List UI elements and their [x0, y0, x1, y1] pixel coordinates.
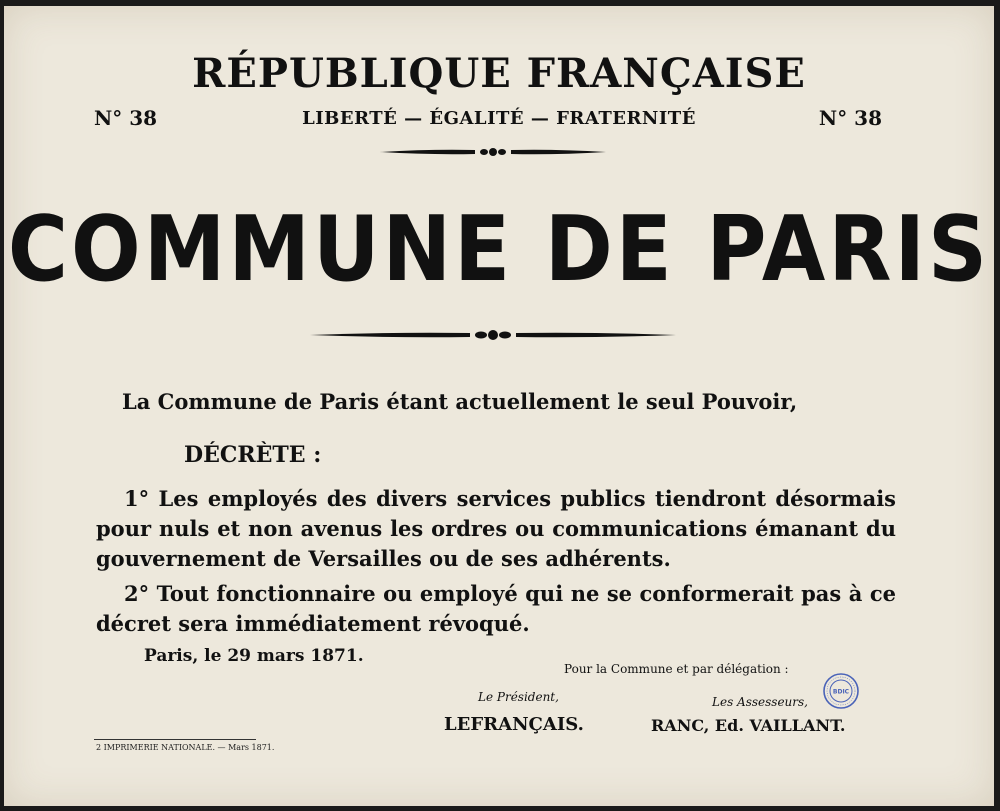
article-1-text: 1° Les employés des divers services publics tiendront désormais pour nuls et non avenus les ordres ou communications émanant du gouvernement de Versailles ou de ses adhérents. — [96, 486, 896, 571]
decree-date: Paris, le 29 mars 1871. — [144, 646, 364, 666]
assessors-role: Les Assesseurs, — [712, 695, 808, 709]
article-2 — [96, 579, 896, 639]
motto: LIBERTÉ — ÉGALITÉ — FRATERNITÉ — [302, 108, 696, 129]
poster-title: COMMUNE DE PARIS — [7, 197, 991, 302]
poster-number-right: N° 38 — [818, 106, 882, 130]
president-role: Le Président, — [478, 690, 559, 704]
assessors-signature: RANC, Ed. VAILLANT. — [651, 716, 846, 735]
decree-preamble: La Commune de Paris étant actuellement le seul Pouvoir, — [122, 389, 798, 414]
printer-rule — [94, 739, 256, 740]
printer-imprint: 2 IMPRIMERIE NATIONALE. — Mars 1871. — [96, 743, 275, 752]
library-stamp — [822, 672, 860, 710]
ornament-divider-bottom — [310, 328, 676, 342]
president-signature: LEFRANÇAIS. — [444, 714, 584, 735]
republic-heading: RÉPUBLIQUE FRANÇAISE — [192, 50, 806, 97]
article-1 — [96, 484, 896, 574]
decree-poster — [4, 6, 994, 806]
article-2-text: 2° Tout fonctionnaire ou employé qui ne se conformerait pas à ce décret sera immédiatement révoqué. — [96, 581, 896, 636]
stamp-text: BDIC — [832, 688, 850, 696]
delegation-line: Pour la Commune et par délégation : — [564, 662, 789, 676]
decree-heading: DÉCRÈTE : — [184, 442, 322, 468]
poster-number-left: N° 38 — [94, 106, 158, 130]
ornament-divider-top — [380, 146, 606, 158]
